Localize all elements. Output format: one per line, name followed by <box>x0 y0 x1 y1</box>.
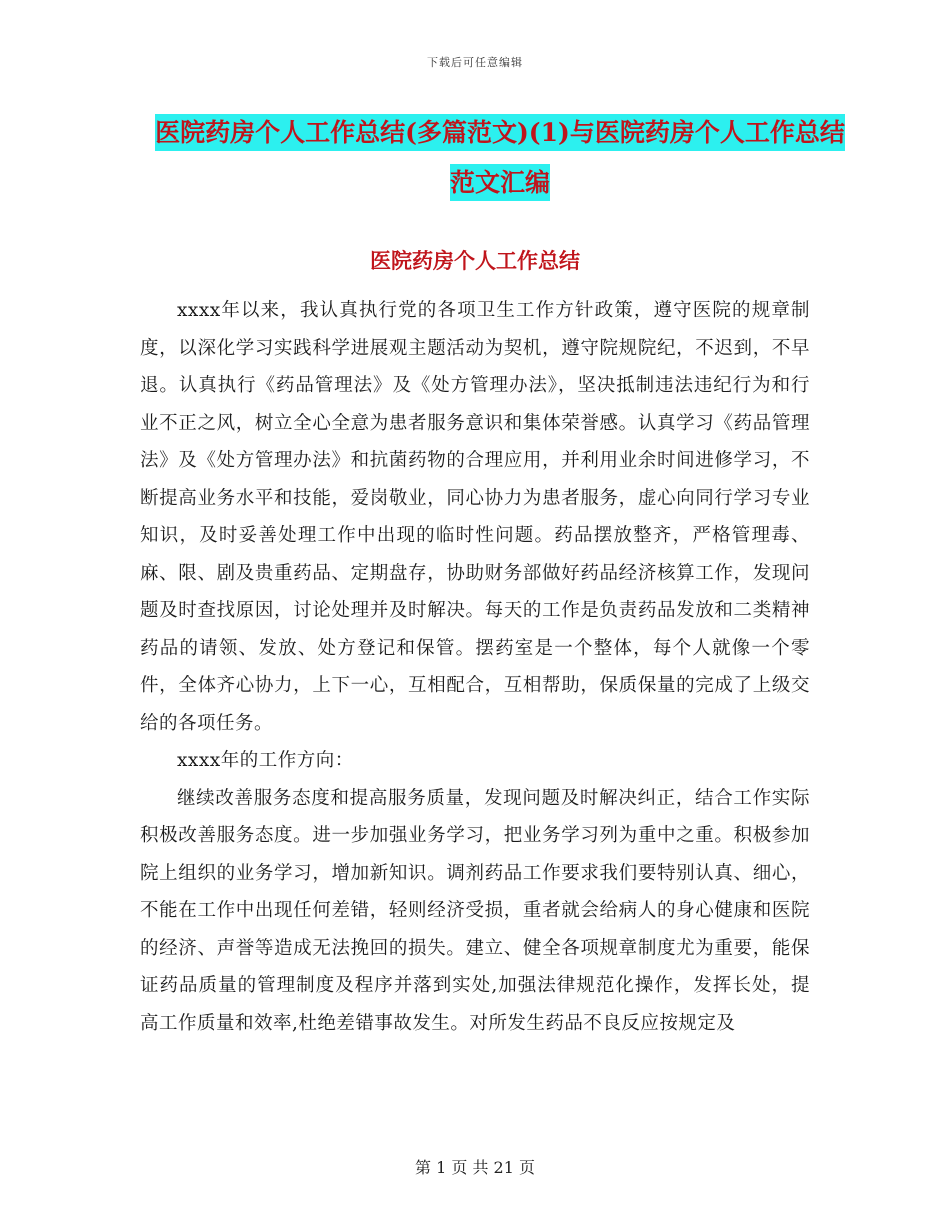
page-footer: 第 1 页 共 21 页 <box>415 1158 535 1177</box>
header-note: 下载后可任意编辑 <box>427 56 523 69</box>
paragraph-direction: 继续改善服务态度和提高服务质量，发现问题及时解决纠正，结合工作实际积极改善服务态度。进一步加强业务学习，把业务学习列为重中之重。积极参加院上组织的业务学习，增加新知识。调剂药品工作要求我们要特别认真、细心，不能在工作中出现任何差错，轻则经济受损，重者就会给病人的身心健康和医院的经济、声誉等造成无法挽回的损失。建立、健全各项规章制度尤为重要，能保证药品质量的管理制度及程序并落到实处,加强法律规范化操作，发挥长处，提高工作质量和效率,杜绝差错事故发生。对所发生药品不良反应按规定及 <box>140 787 810 1034</box>
document-title-text: 医院药房个人工作总结(多篇范文)(1)与医院药房个人工作总结范文汇编 <box>155 114 845 201</box>
paragraph-summary: xxxx年以来，我认真执行党的各项卫生工作方针政策，遵守医院的规章制度，以深化学习实践科学进展观主题活动为契机，遵守院规院纪，不迟到，不早退。认真执行《药品管理法》及《处方管理办法》，坚决抵制违法违纪行为和行业不正之风，树立全心全意为患者服务意识和集体荣誉感。认真学习《药品管理法》及《处方管理办法》和抗菌药物的合理应用，并利用业余时间进修学习，不断提高业务水平和技能，爱岗敬业，同心协力为患者服务，虚心向同行学习专业知识，及时妥善处理工作中出现的临时性问题。药品摆放整齐，严格管理毒、麻、限、剧及贵重药品、定期盘存，协助财务部做好药品经济核算工作，发现问题及时查找原因，讨论处理并及时解决。每天的工作是负责药品发放和二类精神药品的请领、发放、处方登记和保管。摆药室是一个整体，每个人就像一个零件，全体齐心协力，上下一心，互相配合，互相帮助，保质保量的完成了上级交给的各项任务。 <box>140 300 810 734</box>
document-body <box>140 292 810 1042</box>
document-title <box>150 108 850 208</box>
section-title: 医院药房个人工作总结 <box>370 248 580 273</box>
paragraph-direction-heading: xxxx年的工作方向： <box>177 750 354 771</box>
